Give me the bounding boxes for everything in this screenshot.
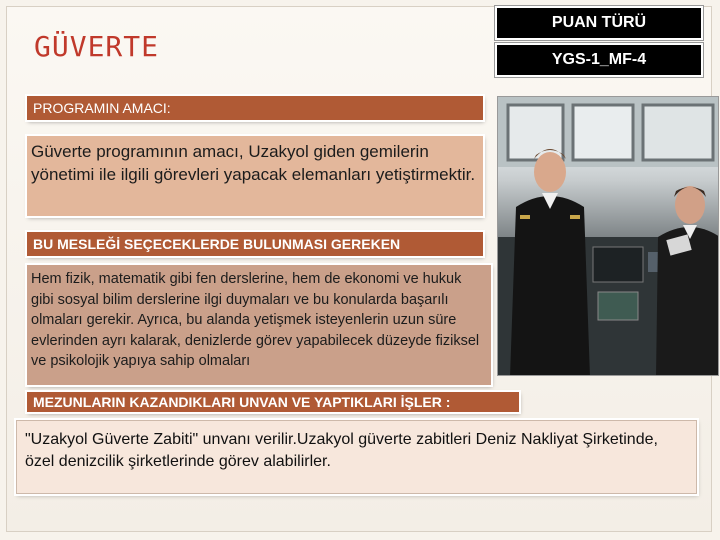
score-type-value: YGS-1_MF-4 [497,45,701,75]
page-title: GÜVERTE [34,30,160,63]
program-aim-text: Güverte programının amacı, Uzakyol giden gemilerin yönetimi ile ilgili görevleri yapacak elemanları yetiştirmektir. [27,136,483,216]
requirements-header: BU MESLEĞİ SEÇECEKLERDE BULUNMASI GEREKEN [27,232,483,256]
cadets-illustration [498,97,719,376]
graduates-text: "Uzakyol Güverte Zabiti" unvanı verilir.Uzakyol güverte zabitleri Deniz Nakliyat Şirketinde, özel denizcilik şirketlerinde görev alabilirler. [16,420,697,494]
program-aim-header: PROGRAMIN AMACI: [27,96,483,120]
requirements-text: Hem fizik, matematik gibi fen derslerine, hem de ekonomi ve hukuk gibi sosyal bilim derslerine ilgi duymaları ve bu konularda başarılı olmaları gerekir. Ayrıca, bu alanda yetişmek isteyenlerin uzun süre evlerinden ayrı kalarak, denizlerde görev yapabilecek düzeyde fiziksel ve psikolojik yapıya sahip olmaları [27,265,491,385]
graduates-header: MEZUNLARIN KAZANDIKLARI UNVAN VE YAPTIKLARI İŞLER : [27,392,519,412]
ship-bridge-photo [497,96,719,376]
score-type-label: PUAN TÜRÜ [497,8,701,38]
